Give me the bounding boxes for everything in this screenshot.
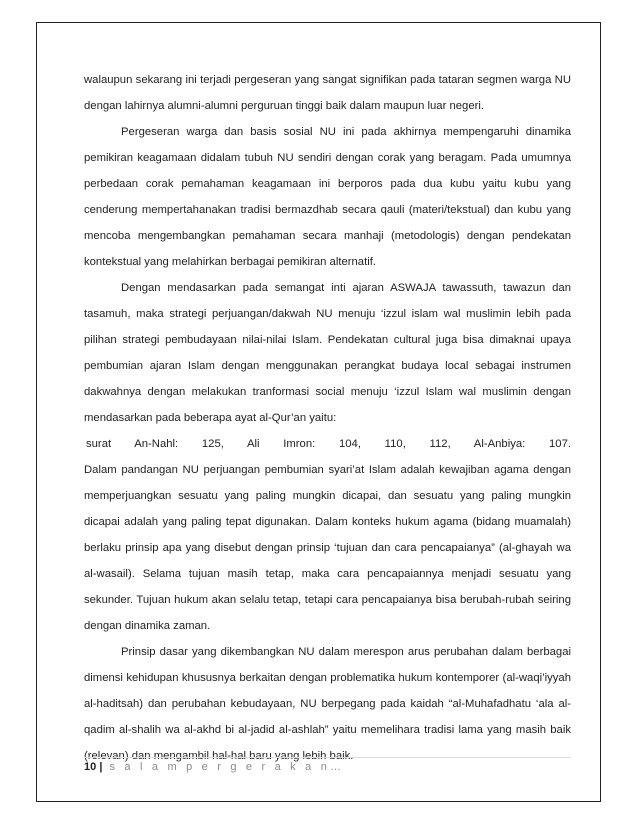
document-body — [84, 67, 571, 769]
paragraph-2: Pergeseran warga dan basis sosial NU ini pada akhirnya mempengaruhi dinamika pemikiran keagamaan didalam tubuh NU sendiri dengan corak yang beragam. Pada umumnya perbedaan corak pemahaman keagamaan ini berporos pada dua kubu yaitu kubu yang cenderung mempertahanakan tradisi bermazdhab secara qauli (materi/tekstual) dan kubu yang mencoba mengembangkan pemahaman secara manhaji (metodologis) dengan pendekatan kontekstual yang melahirkan berbagai pemikiran alternatif. — [84, 126, 571, 268]
paragraph-1: walaupun sekarang ini terjadi pergeseran yang sangat signifikan pada tataran segmen warga NU dengan lahirnya alumni-alumni perguruan tinggi baik dalam maupun luar negeri. — [84, 74, 571, 112]
paragraph-3: Dengan mendasarkan pada semangat inti ajaran ASWAJA tawassuth, tawazun dan tasamuh, maka strategi perjuangan/dakwah NU menuju ‘izzul islam wal muslimin lebih pada pilihan strategi pembudayaan nilai-nilai Islam. Pendekatan cultural juga bisa dimaknai upaya pembumian ajaran Islam dengan menggunakan perangkat budaya local sebagai instrumen dakwahnya dengan melakukan tranformasi social menuju ‘izzul Islam wal muslimin dengan mendasarkan pada beberapa ayat al-Qur’an yaitu: — [84, 282, 571, 424]
footer-tagline: s a l a m p e r g e r a k a n… — [109, 761, 345, 773]
footer-separator: | — [99, 761, 103, 773]
paragraph-4: Dalam pandangan NU perjuangan pembumian syari’at Islam adalah kewajiban agama dengan memperjuangkan sesuatu yang paling mungkin dicapai, dan sesuatu yang paling mungkin dicapai adalah yang paling tepat digunakan. Dalam konteks hukum agama (bidang muamalah) berlaku prinsip apa yang disebut dengan prinsip ‘tujuan dan cara pencapaianya” (al-ghayah wa al-wasail). Selama tujuan masih tetap, maka cara pencapaiannya menjadi sesuatu yang sekunder. Tujuan hukum akan selalu tetap, tetapi cara pencapaianya bisa berubah-rubah seiring dengan dinamika zaman. — [84, 464, 571, 632]
footer-divider — [84, 757, 571, 758]
page-footer — [84, 761, 344, 773]
paragraph-5: Prinsip dasar yang dikembangkan NU dalam merespon arus perubahan dalam berbagai dimensi kehidupan khususnya berkaitan dengan problematika hukum kontemporer (al-waqi’iyyah al-haditsah) dan perubahan kebudayaan, NU berpegang pada kaidah “al-Muhafadhatu ‘ala al-qadim al-shalih wa al-akhd bi al-jadid al-ashlah” yaitu memelihara tradisi lama yang masih baik (relevan) dan mengambil hal-hal baru yang lebih baik. — [84, 646, 571, 762]
page-number: 10 — [84, 761, 97, 773]
verse-references: surat An-Nahl: 125, Ali Imron: 104, 110, 112, Al-Anbiya: 107. — [86, 438, 571, 450]
